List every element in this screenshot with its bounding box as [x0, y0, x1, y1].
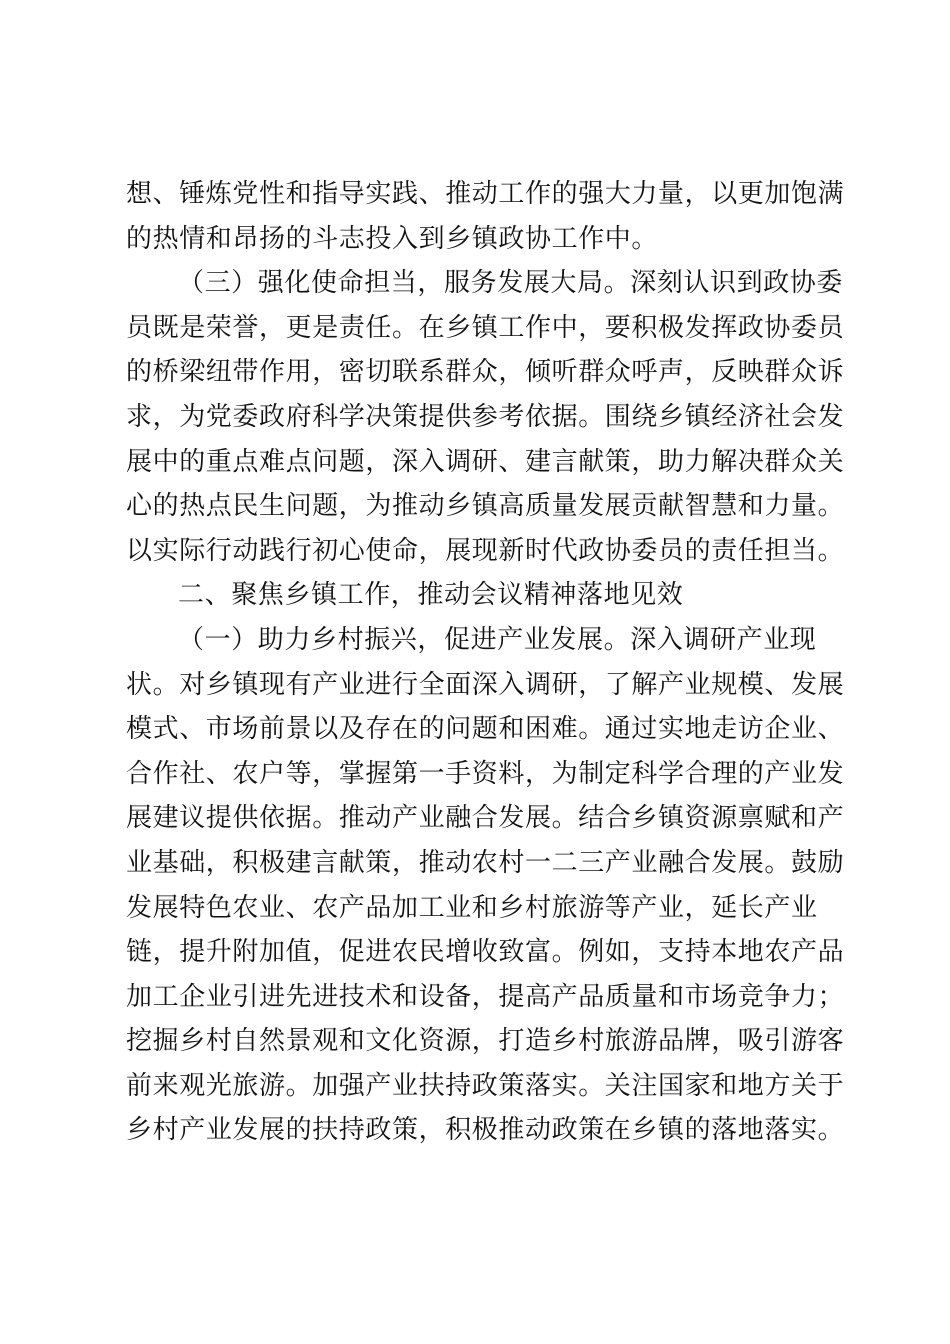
text-line: 的桥梁纽带作用，密切联系群众，倾听群众呼声，反映群众诉 — [126, 357, 845, 388]
text-line: 挖掘乡村自然景观和文化资源，打造乡村旅游品牌，吸引游客 — [126, 1026, 845, 1057]
text-line: 心的热点民生问题，为推动乡镇高质量发展贡献智慧和力量。 — [126, 491, 845, 522]
text-line: 员既是荣誉，更是责任。在乡镇工作中，要积极发挥政协委员 — [126, 312, 845, 343]
text-line: 以实际行动践行初心使命，展现新时代政协委员的责任担当。 — [126, 535, 845, 566]
text-line: 乡村产业发展的扶持政策，积极推动政策在乡镇的落地落实。 — [126, 1115, 845, 1146]
text-line: 前来观光旅游。加强产业扶持政策落实。关注国家和地方关于 — [126, 1070, 845, 1101]
text-line: 加工企业引进先进技术和设备，提高产品质量和市场竞争力； — [126, 981, 845, 1012]
body-text — [126, 172, 845, 1153]
text-line: 展中的重点难点问题，深入调研、建言献策，助力解决群众关 — [126, 446, 845, 477]
section-heading-1: （一）助力乡村振兴，促进产业发展。深入调研产业现 — [178, 624, 817, 655]
text-line: 的热情和昂扬的斗志投入到乡镇政协工作中。 — [126, 223, 659, 254]
chapter-heading-2: 二、聚焦乡镇工作，推动会议精神落地见效 — [178, 580, 684, 611]
text-line: 求，为党委政府科学决策提供参考依据。围绕乡镇经济社会发 — [126, 401, 845, 432]
text-line: 模式、市场前景以及存在的问题和困难。通过实地走访企业、 — [126, 714, 845, 745]
text-line: 状。对乡镇现有产业进行全面深入调研，了解产业规模、发展 — [126, 669, 845, 700]
text-line: 合作社、农户等，掌握第一手资料，为制定科学合理的产业发 — [126, 758, 845, 789]
text-line: 链，提升附加值，促进农民增收致富。例如，支持本地农产品 — [126, 937, 845, 968]
section-heading-3: （三）强化使命担当，服务发展大局。深刻认识到政协委 — [178, 268, 844, 299]
text-line: 业基础，积极建言献策，推动农村一二三产业融合发展。鼓励 — [126, 847, 845, 878]
text-line: 发展特色农业、农产品加工业和乡村旅游等产业，延长产业 — [126, 892, 818, 923]
text-line: 想、锤炼党性和指导实践、推动工作的强大力量，以更加饱满 — [126, 179, 845, 209]
text-line: 展建议提供依据。推动产业融合发展。结合乡镇资源禀赋和产 — [126, 803, 845, 834]
